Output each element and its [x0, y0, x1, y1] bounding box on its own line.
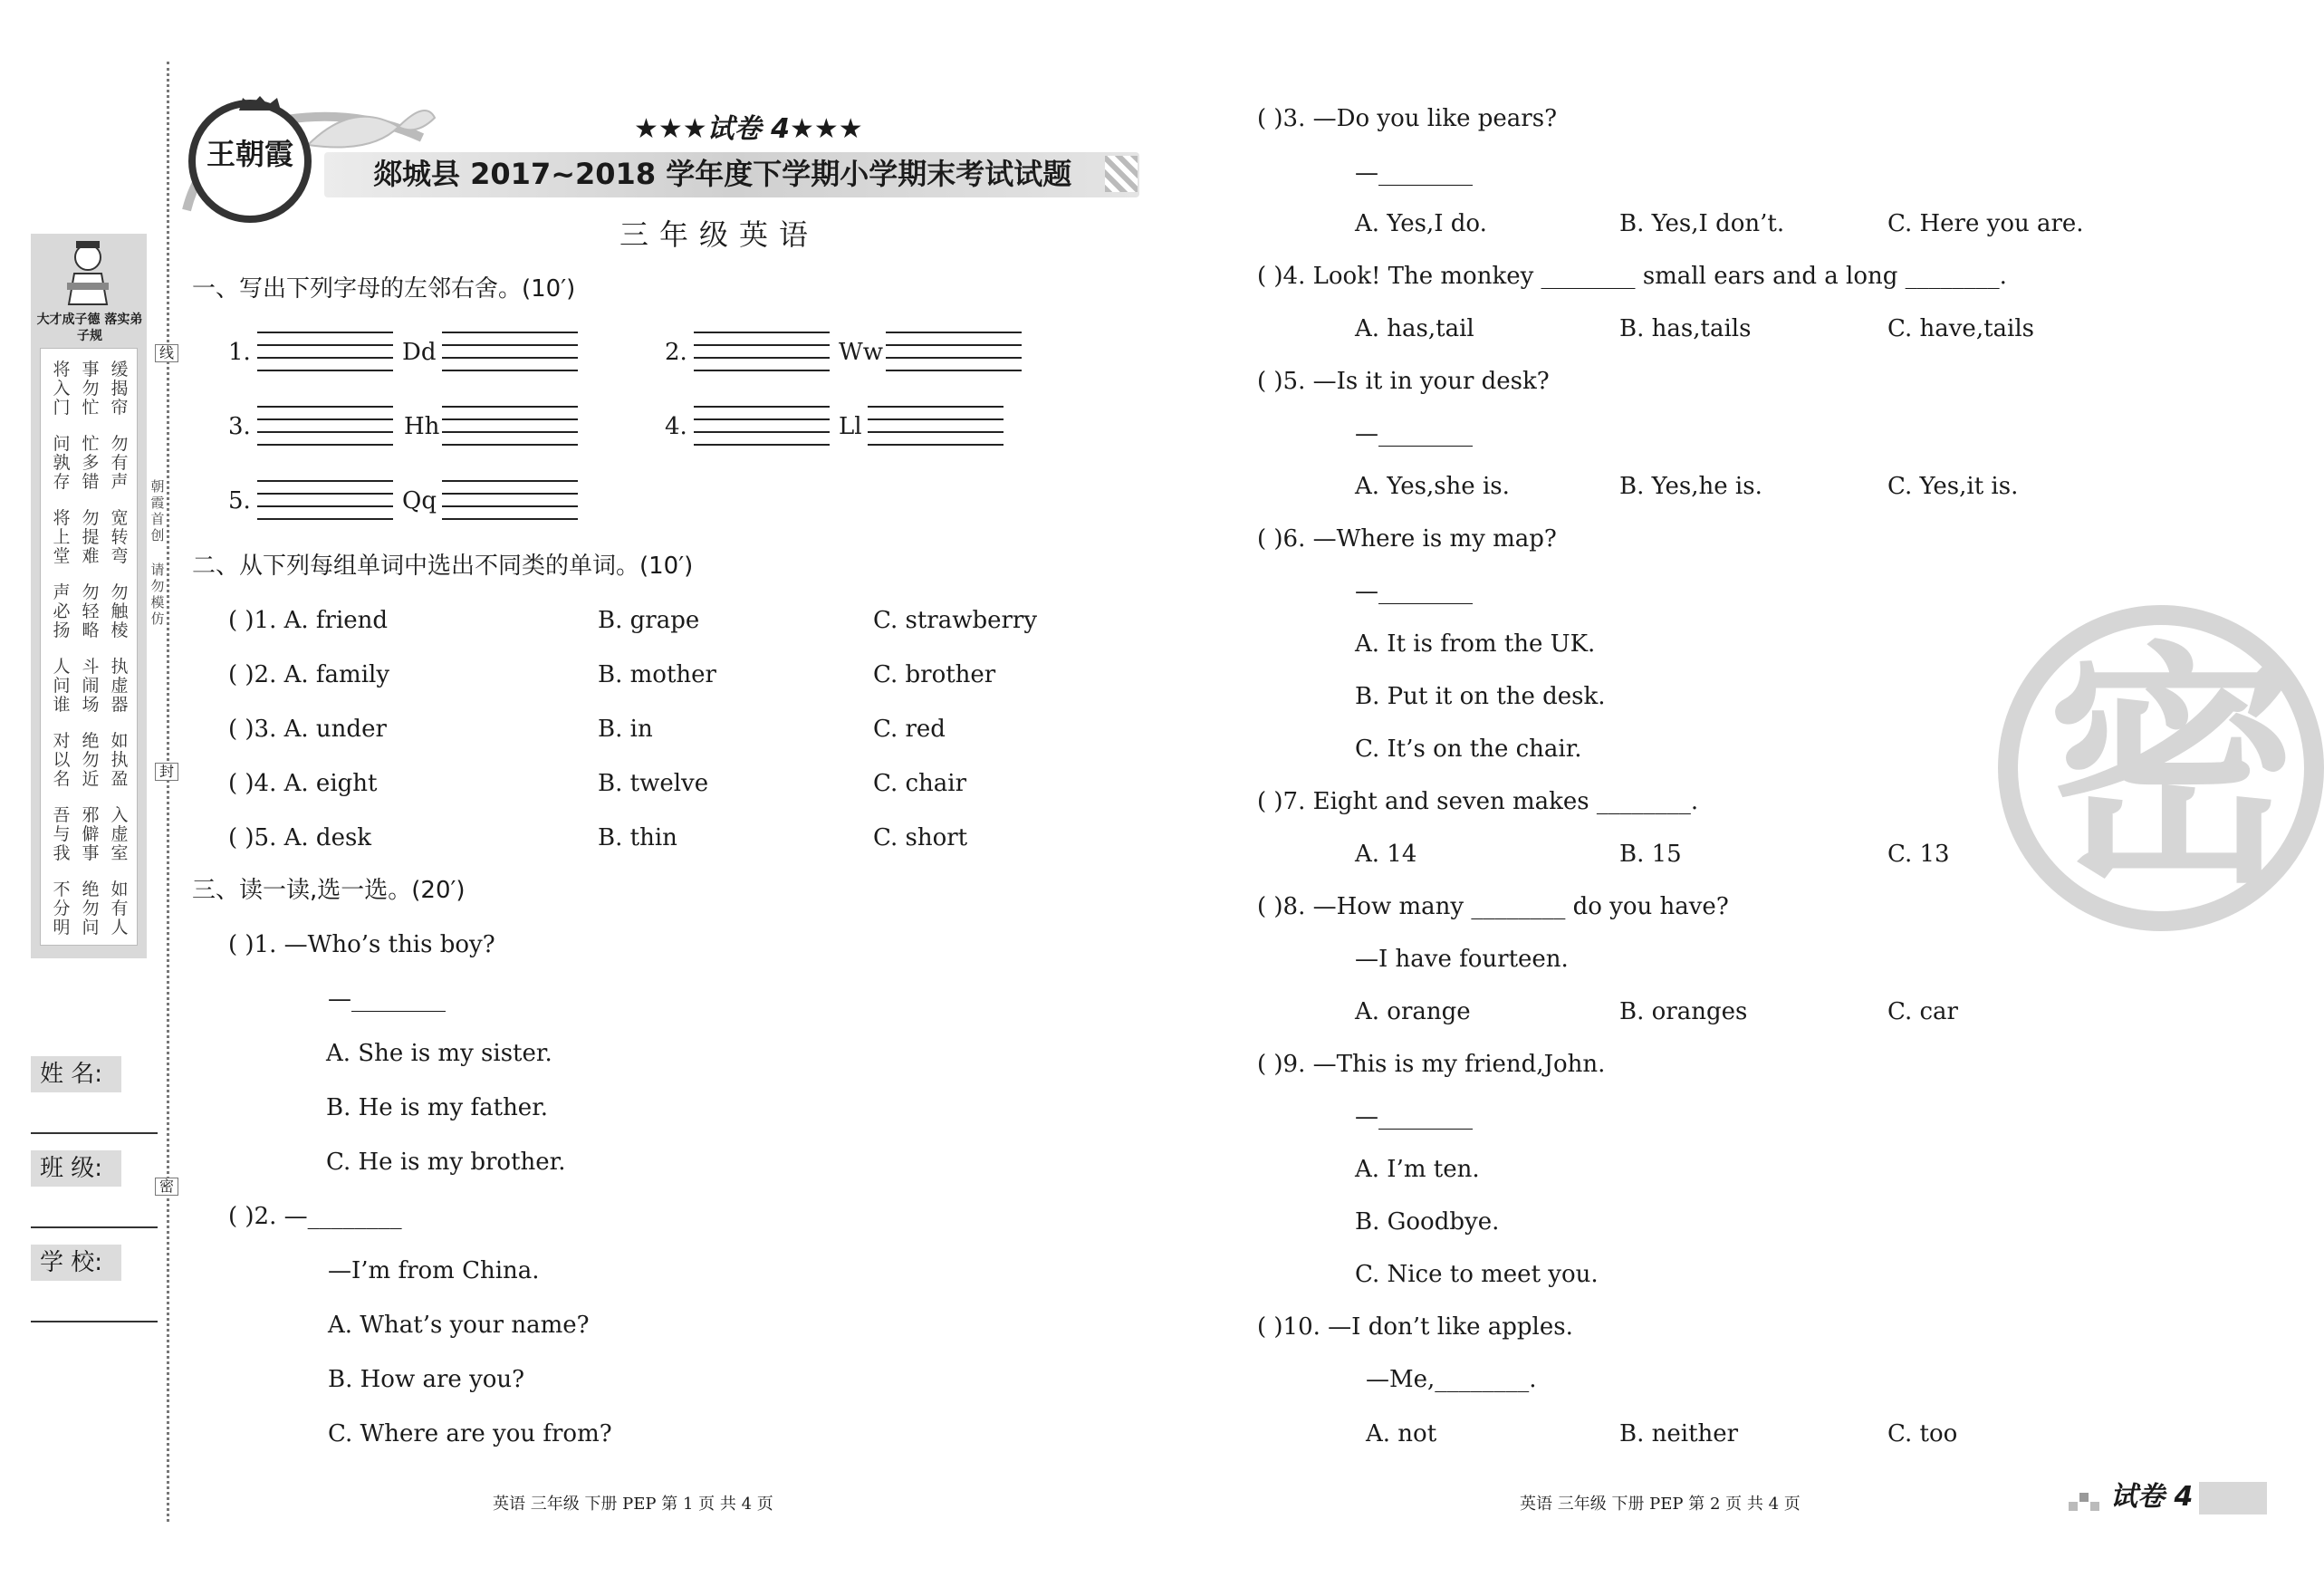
r-option-a: A. orange [1355, 998, 1471, 1025]
footer-pattern-icon [2069, 1489, 2105, 1513]
r-option-c: C. too [1887, 1420, 1958, 1447]
motto-column: 忙多错 [82, 434, 100, 492]
motto-column: 问孰存 [53, 434, 71, 492]
side-note-original: 朝霞首创 [150, 478, 165, 543]
r-option-a: A. 14 [1355, 841, 1417, 868]
r-question-8: ( )8. —How many ________ do you have? [1257, 893, 1729, 920]
letter-item-number: 5. [228, 487, 251, 514]
s2-question: ( )5. A. desk [228, 824, 372, 851]
motto-column: 将入门 [53, 360, 71, 418]
r-answer-blank: —________ [1355, 578, 1473, 605]
r-option-a: A. Yes,she is. [1355, 473, 1510, 500]
motto-column: 将上堂 [53, 508, 71, 566]
motto-column: 斗闹场 [82, 657, 100, 715]
s2-option-c: C. brother [873, 661, 996, 688]
s2-question: ( )4. A. eight [228, 770, 378, 797]
r-question-10: ( )10. —I don’t like apples. [1257, 1313, 1573, 1341]
r-option-a: A. I’m ten. [1355, 1156, 1480, 1183]
s2-question: ( )1. A. friend [228, 607, 389, 634]
s3-question-2: ( )2. —________ [228, 1203, 402, 1230]
letter-item-number: 3. [228, 413, 251, 440]
r-option-c: C. Here you are. [1887, 210, 2084, 237]
motto-column: 吾与我 [53, 805, 71, 863]
r-option-b: B. Goodbye. [1355, 1208, 1500, 1236]
r-option-c: C. 13 [1887, 841, 1950, 868]
side-note-no-copy: 请勿模仿 [150, 562, 165, 627]
motto-column: 人问谁 [53, 657, 71, 715]
paper-tag-footer: 试卷 4 [2110, 1481, 2194, 1513]
r-option-a: A. not [1366, 1420, 1437, 1447]
section1-heading: 一、写出下列字母的左邻右舍。(10′) [192, 275, 576, 303]
r-dialog-line: —I have fourteen. [1355, 946, 1569, 973]
r-option-c: C. It’s on the chair. [1355, 736, 1582, 763]
s2-option-c: C. strawberry [873, 607, 1038, 634]
name-field[interactable] [31, 1132, 158, 1134]
letter-item-letters: Hh [404, 413, 440, 440]
motto-column: 绝勿问 [82, 880, 100, 938]
footer-left: 英语 三年级 下册 PEP 第 1 页 共 4 页 [493, 1495, 773, 1514]
motto-column: 宽转弯 [110, 508, 129, 566]
r-option-b: B. Yes,I don’t. [1619, 210, 1785, 237]
r-option-b: B. 15 [1619, 841, 1682, 868]
r-option-a: A. Yes,I do. [1355, 210, 1487, 237]
binding-mark-line: 线 [155, 344, 178, 362]
motto-column: 勿提难 [82, 508, 100, 566]
letter-item-letters: Dd [402, 339, 437, 366]
class-label: 班 级: [31, 1150, 121, 1187]
letter-item-number: 4. [665, 413, 687, 440]
r-question-6: ( )6. —Where is my map? [1257, 525, 1557, 553]
s2-option-c: C. short [873, 824, 968, 851]
binding-mark-seal: 封 [155, 763, 178, 781]
s3-option: C. He is my brother. [326, 1149, 566, 1176]
s2-option-b: B. in [598, 716, 653, 743]
motto-column: 邪僻事 [82, 805, 100, 863]
crown-icon [237, 94, 283, 112]
r-option-b: B. neither [1619, 1420, 1739, 1447]
binding-mark-secret: 密 [155, 1178, 178, 1196]
motto-column: 如有人 [110, 880, 129, 938]
s3-question-1: ( )1. —Who’s this boy? [228, 931, 495, 958]
motto-column: 勿有声 [110, 434, 129, 492]
s2-option-c: C. chair [873, 770, 967, 797]
r-question-9: ( )9. —This is my friend,John. [1257, 1051, 1606, 1078]
r-option-a: A. has,tail [1355, 315, 1474, 342]
s2-option-b: B. thin [598, 824, 677, 851]
r-option-b: B. Yes,he is. [1619, 473, 1762, 500]
r-option-b: B. oranges [1619, 998, 1748, 1025]
s2-option-b: B. mother [598, 661, 716, 688]
r-dialog-line: —Me,________. [1366, 1366, 1537, 1393]
r-option-c: C. car [1887, 998, 1958, 1025]
r-question-3: ( )3. —Do you like pears? [1257, 105, 1558, 132]
fold-line [167, 62, 169, 1522]
s3-option: A. What’s your name? [328, 1312, 590, 1339]
school-field[interactable] [31, 1321, 158, 1322]
paper-tag: ★★★试卷 4★★★ [634, 113, 863, 145]
motto-column: 不分明 [53, 880, 71, 938]
r-question-7: ( )7. Eight and seven makes ________. [1257, 788, 1699, 815]
r-answer-blank: —________ [1355, 420, 1473, 447]
letter-item-letters: Ww [839, 339, 883, 366]
s2-option-c: C. red [873, 716, 946, 743]
s3-option: B. He is my father. [326, 1094, 549, 1121]
s3-option: C. Where are you from? [328, 1420, 612, 1447]
ribbon-bow-icon [299, 91, 444, 154]
school-label: 学 校: [31, 1245, 121, 1281]
r-option-c: C. Nice to meet you. [1355, 1261, 1599, 1288]
r-answer-blank: —________ [1355, 1103, 1473, 1130]
letter-item-letters: Ll [839, 413, 862, 440]
r-option-a: A. It is from the UK. [1355, 630, 1596, 658]
subject-title: 三年级英语 [619, 217, 820, 252]
r-question-4: ( )4. Look! The monkey ________ small ears and a long ________. [1257, 263, 2007, 290]
motto-heading: 大才成子德 落实弟子规 [36, 313, 143, 343]
r-option-b: B. has,tails [1619, 315, 1752, 342]
motto-column: 事勿忙 [82, 360, 100, 418]
name-label: 姓 名: [31, 1056, 121, 1092]
s2-option-b: B. twelve [598, 770, 709, 797]
exam-title: 郯城县 2017~2018 学年度下学期小学期末考试试题 [373, 157, 1072, 191]
motto-column: 勿轻略 [82, 582, 100, 640]
section3-heading: 三、读一读,选一选。(20′) [192, 877, 466, 904]
logo-text: 王朝霞 [206, 137, 293, 171]
banner-pattern [1105, 156, 1138, 192]
s3-answer-blank: —________ [328, 986, 446, 1013]
s3-dialog-line: —I’m from China. [328, 1257, 540, 1284]
class-field[interactable] [31, 1226, 158, 1228]
footer-right: 英语 三年级 下册 PEP 第 2 页 共 4 页 [1520, 1495, 1801, 1514]
motto-column: 执虚器 [110, 657, 129, 715]
r-option-b: B. Put it on the desk. [1355, 683, 1606, 710]
motto-column: 如执盈 [110, 731, 129, 789]
footer-gray-block [2199, 1482, 2267, 1514]
s2-question: ( )3. A. under [228, 716, 387, 743]
motto-column: 绝勿近 [82, 731, 100, 789]
r-option-c: C. Yes,it is. [1887, 473, 2019, 500]
motto-column: 勿触棱 [110, 582, 129, 640]
section2-heading: 二、从下列每组单词中选出不同类的单词。(10′) [192, 553, 694, 580]
r-question-5: ( )5. —Is it in your desk? [1257, 368, 1550, 395]
letter-item-letters: Qq [402, 487, 437, 514]
s3-option: B. How are you? [328, 1366, 525, 1393]
motto-column: 缓揭帘 [110, 360, 129, 418]
motto-column: 对以名 [53, 731, 71, 789]
motto-column: 入虚室 [110, 805, 129, 863]
s3-option: A. She is my sister. [326, 1040, 552, 1067]
letter-item-number: 2. [665, 339, 687, 366]
r-option-c: C. have,tails [1887, 315, 2035, 342]
scholar-icon [56, 237, 120, 308]
r-answer-blank: —________ [1355, 159, 1473, 187]
motto-column: 声必扬 [53, 582, 71, 640]
seal-character: 密 [2047, 622, 2300, 918]
letter-item-number: 1. [228, 339, 251, 366]
s2-option-b: B. grape [598, 607, 700, 634]
s2-question: ( )2. A. family [228, 661, 390, 688]
